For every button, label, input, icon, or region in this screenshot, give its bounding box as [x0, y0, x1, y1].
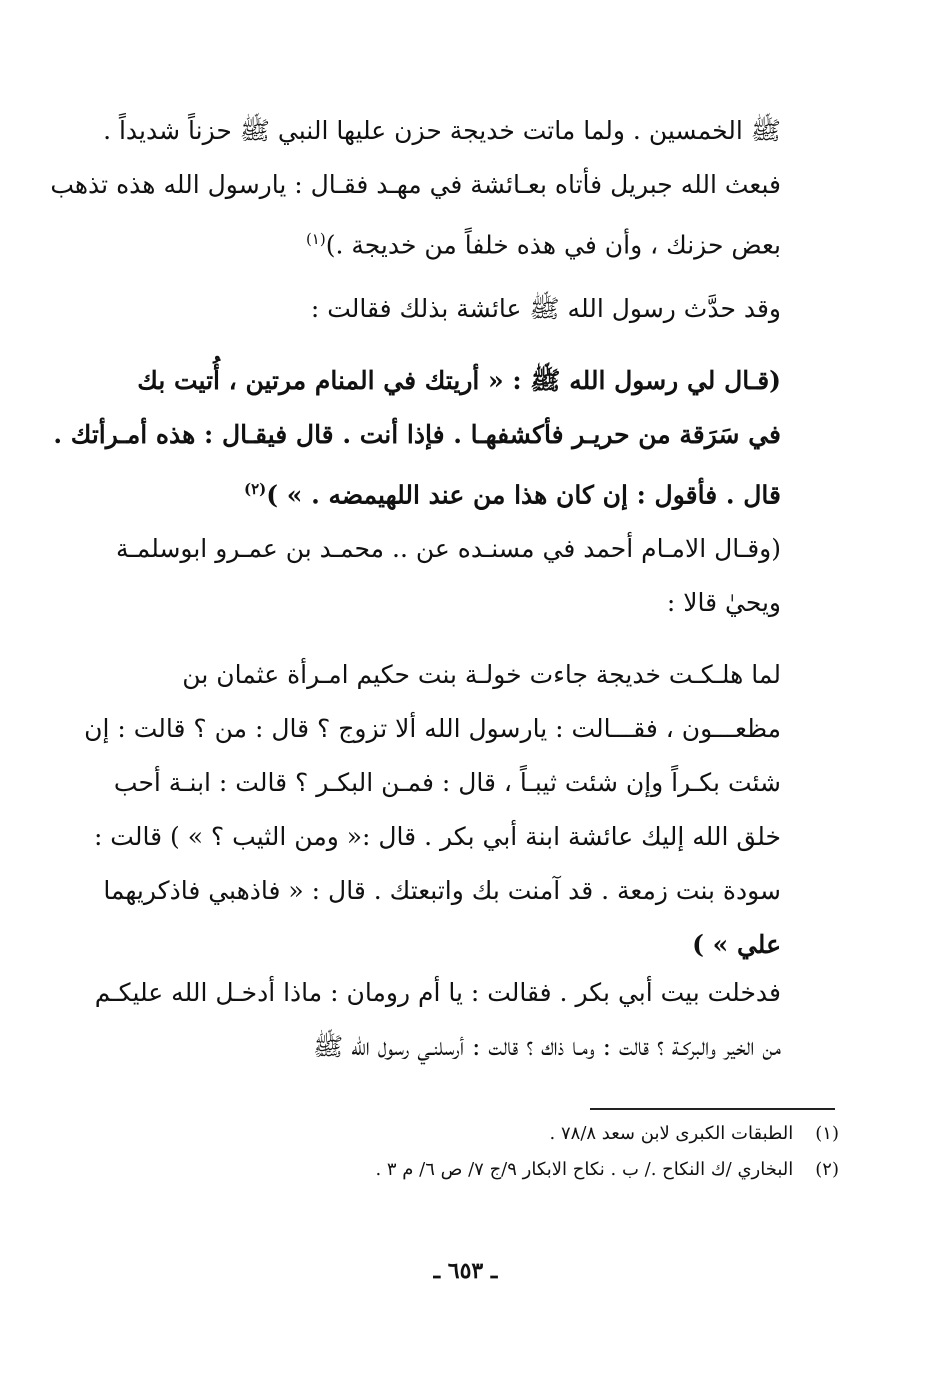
text-line: من الخير والبركـة ؟ قالت : ومـا ذاك ؟ قالت : أرسلنـي رسول الله ﷺ — [312, 1032, 781, 1061]
text-line: بعض حزنك ، وأن في هذه خلفاً من خديجة .) — [325, 230, 781, 260]
text-line: (وقـال الامـام أحمد في مسنـده عن .. محمـد بن عمـرو ابوسلمـة — [116, 534, 781, 563]
text-line: سودة بنت زمعة . قد آمنت بك واتبعتك . قال : « فاذهبي فاذكريهما — [103, 876, 781, 905]
text-line-with-ref — [101, 462, 781, 522]
footnote-text: البخاري /ك النكاح ./ ب . نكاح الابكار ٩/ج ٧/ ص ٦/ م ٣ . — [375, 1159, 794, 1180]
footnote-number: (٢) — [815, 1159, 839, 1180]
footnote-number: (١) — [815, 1123, 839, 1144]
page-number: ـ ٦٥٣ ـ — [433, 1258, 498, 1284]
text-line: مظعـــون ، فقـــالت : يارسول الله ألا تزوج ؟ قال : من ؟ قالت : إن — [84, 714, 781, 743]
text-line: في سَرَقة من حريـر فأكشفهـا . فإذا أنت . قال فيقـال : هذه أمـرأتك . — [53, 420, 781, 449]
paragraph-5 — [84, 648, 781, 972]
paragraph-6 — [94, 966, 781, 1074]
text-line: (قـال لي رسول الله ﷺ : « أريتك في المنام مرتين ، أُتيت بك — [137, 366, 781, 395]
text-line: قال . فأقول : إن كان هذا من عند اللهيمضه . » ) — [266, 480, 781, 510]
text-line: وقد حدَّث رسول الله ﷺ عائشة بذلك فقالت : — [310, 294, 781, 323]
text-line: خلق الله إليك عائشة ابنة أبي بكر . قال :« ومن الثيب ؟ » ) قالت : — [93, 822, 781, 851]
text-line: فدخلت بيت أبي بكر . فقالت : يا أم رومان : ماذا أدخـل الله عليكـم — [94, 978, 781, 1007]
text-line: علي » ) — [692, 930, 781, 959]
footnote-text: الطبقات الكبرى لابن سعد ٧٨/٨ . — [549, 1123, 794, 1144]
text-line-with-ref — [101, 212, 781, 272]
paragraph-1 — [50, 104, 781, 272]
paragraph-4 — [101, 522, 781, 630]
footnote-2 — [139, 1152, 839, 1188]
text-line: فبعث الله جبريل فأتاه بعـائشة في مهـد فقـال : يارسول الله هذه تذهب — [50, 170, 781, 199]
footnote-separator — [590, 1108, 835, 1110]
text-line: لما هلـكـت خديجة جاءت خولـة بنت حكيم امـرأة عثمان بن — [182, 660, 781, 689]
footnote-ref-2[interactable]: (٢) — [243, 480, 267, 498]
footnote-ref-1[interactable]: (١) — [305, 230, 326, 248]
text-line: ﷺ الخمسين . ولما ماتت خديجة حزن عليها النبي ﷺ حزناً شديداً . — [103, 116, 781, 145]
footnote-1 — [139, 1116, 839, 1152]
paragraph-2 — [101, 282, 781, 336]
text-line: ويحيٰ قالا : — [666, 588, 781, 617]
text-line: شئت بكـراً وإن شئت ثيبـاً ، قال : فمـن البكـر ؟ قالت : ابنـة أحب — [113, 768, 781, 797]
paragraph-3-hadith — [53, 354, 781, 522]
